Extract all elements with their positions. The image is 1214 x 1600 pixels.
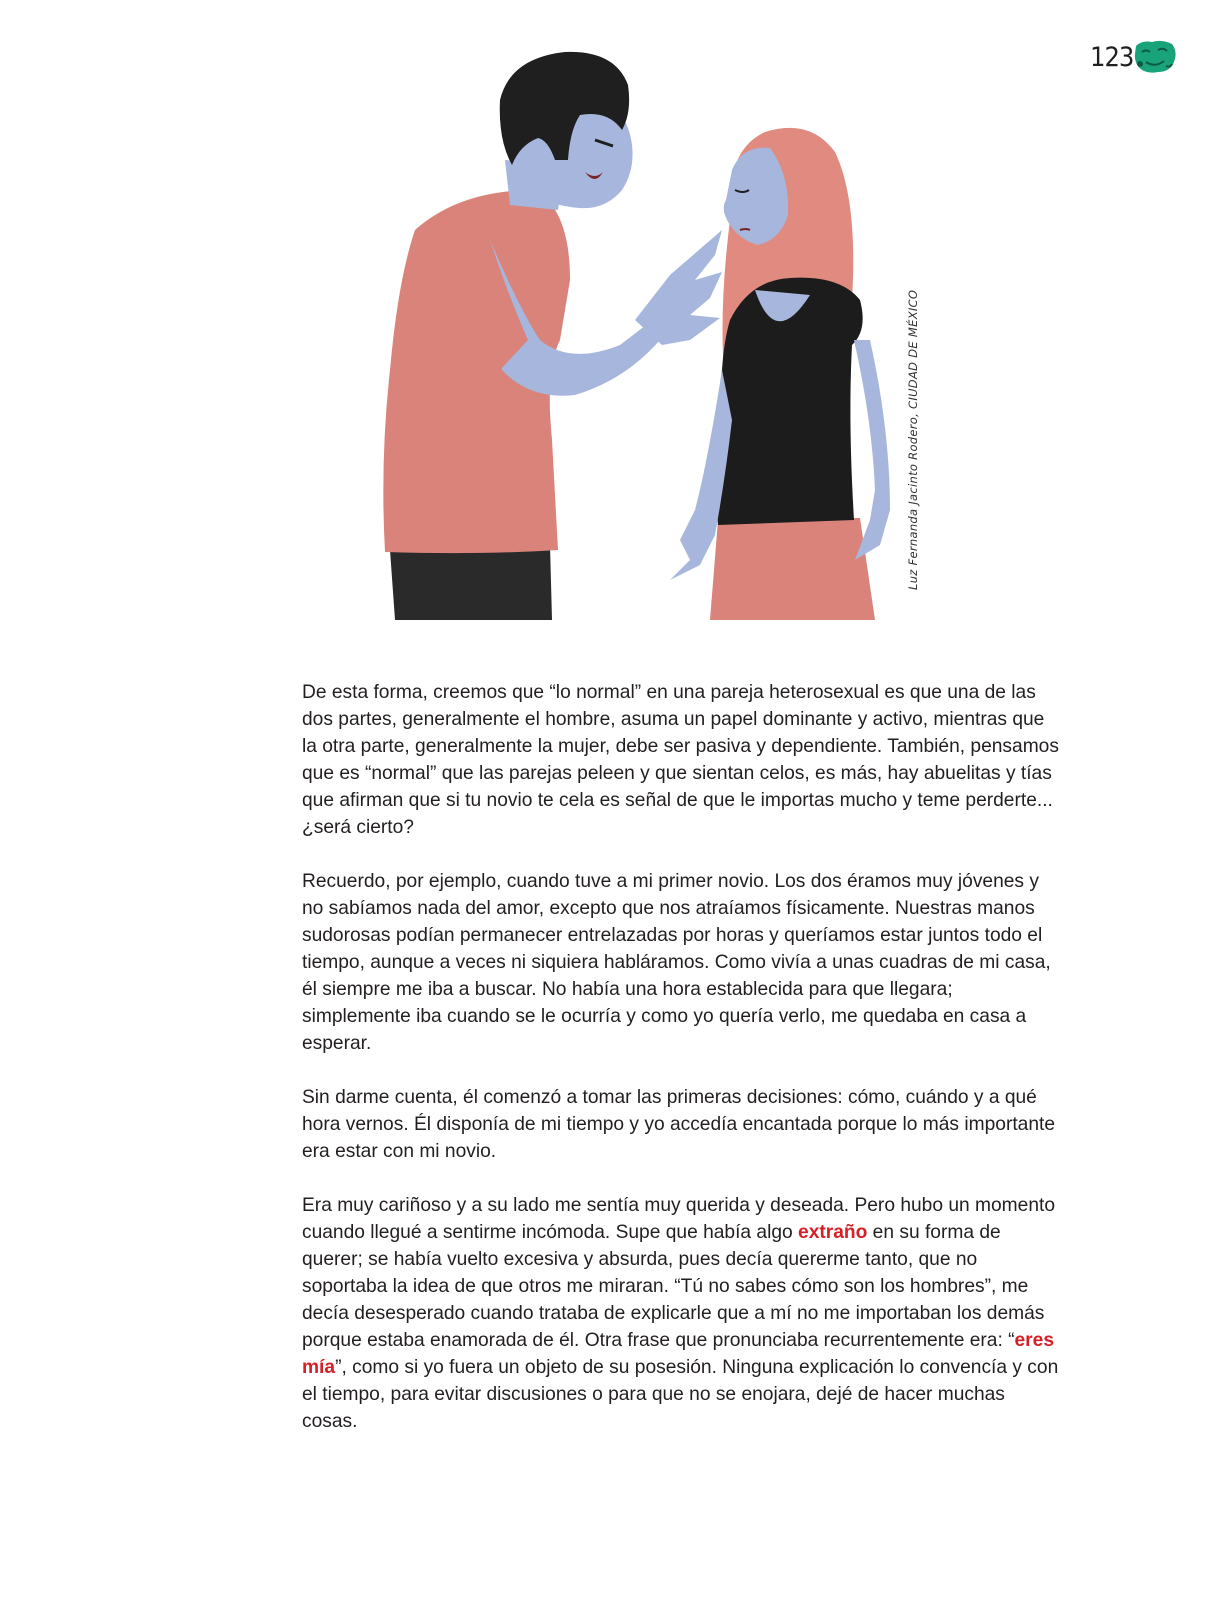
body-text [302,679,1062,1462]
paragraph-2: Recuerdo, por ejemplo, cuando tuve a mi primer novio. Los dos éramos muy jóvenes y no sabíamos nada del amor, excepto que nos atraíamos físicamente. Nuestras manos sudorosas podían permanecer entrelazadas por horas y queríamos estar juntos todo el tiempo, aunque a veces ni siquiera habláramos. Como vivía a unas cuadras de mi casa, él siempre me iba a buscar. No había una hora establecida para que llegara; simplemente iba cuando se le ocurría y como yo quería verlo, me quedaba en casa a esperar. [302,871,1051,1054]
paragraph-4-part-c: ”, como si yo fuera un objeto de su posesión. Ninguna explicación lo convencía y con el tiempo, para evitar discusiones o para que no se enojara, dejé de hacer muchas cosas. [302,1357,1059,1432]
paragraph-4-part-b: en su forma de querer; se había vuelto excesiva y absurda, pues decía quererme tanto, que no soportaba la idea de que otros me miraran. “Tú no sabes cómo son los hombres”, me decía desesperado cuando trataba de explicarle que a mí no me importaban los demás porque estaba enamorada de él. Otra frase que pronunciaba recurrentemente era: “ [302,1222,1045,1351]
paragraph-3: Sin darme cuenta, él comenzó a tomar las primeras decisiones: cómo, cuándo y a qué hora vernos. Él disponía de mi tiempo y yo accedía encantada porque lo más importante era estar con mi novio. [302,1087,1056,1162]
highlight-eres-mia: eres mía [302,1330,1054,1378]
paragraph-4-part-a: Era muy cariñoso y a su lado me sentía muy querida y deseada. Pero hubo un momento cuando llegué a sentirme incómoda. Supe que había algo [302,1195,1055,1243]
highlight-extrano: extraño [798,1222,868,1243]
green-mask-logo-icon [1132,38,1178,76]
page-number: 123 [1090,42,1134,73]
couple-illustration [370,40,950,640]
paragraph-4 [302,1192,1062,1435]
illustration-credit: Luz Fernanda Jacinto Rodero, CIUDAD DE MÉXICO [906,289,920,590]
paragraph-1: De esta forma, creemos que “lo normal” en una pareja heterosexual es que una de las dos partes, generalmente el hombre, asuma un papel dominante y activo, mientras que la otra parte, generalmente la mujer, debe ser pasiva y dependiente. También, pensamos que es “normal” que las parejas peleen y que sientan celos, es más, hay abuelitas y tías que afirman que si tu novio te cela es señal de que le importas mucho y teme perderte... ¿será cierto? [302,682,1059,838]
